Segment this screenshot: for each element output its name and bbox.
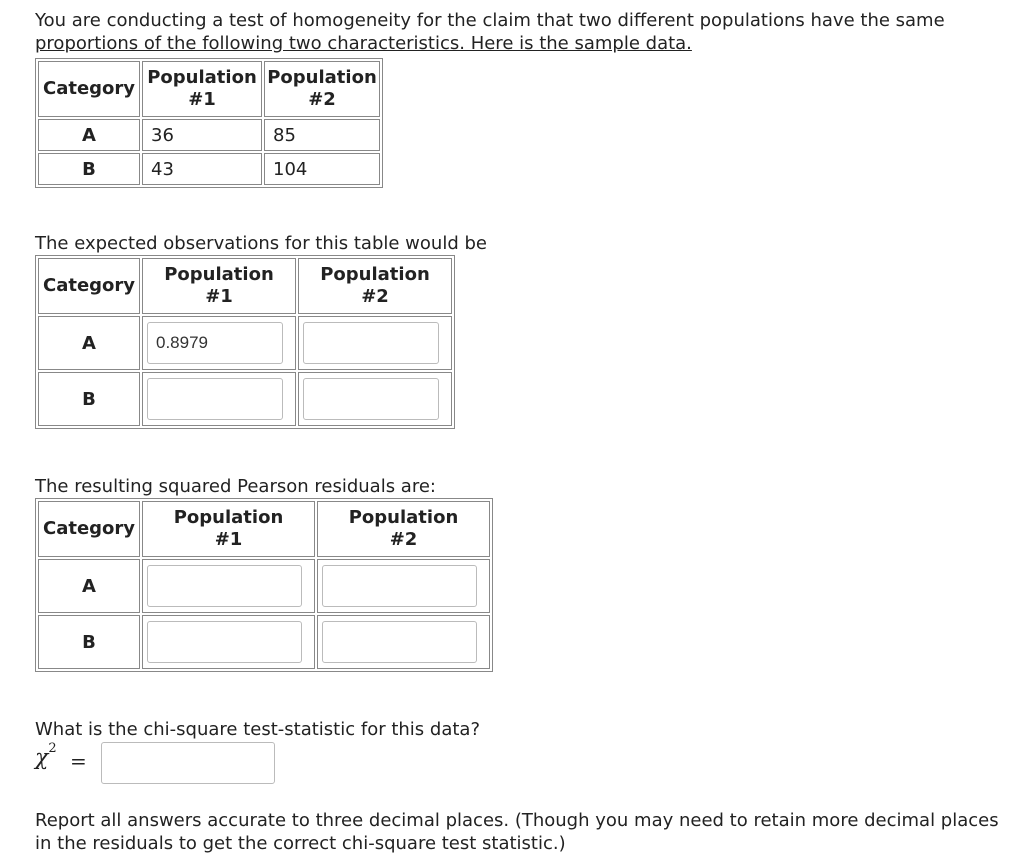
header-pop1-line2: #1 [214, 529, 243, 550]
header-population-2 [317, 501, 490, 557]
table-row [38, 119, 380, 151]
cell-pop2 [317, 559, 490, 613]
header-pop1-line2: #1 [188, 89, 216, 110]
row-category: A [38, 316, 140, 370]
cell-pop1 [142, 559, 315, 613]
sample-header-row [38, 61, 380, 117]
residual-a-pop2-input[interactable] [322, 565, 477, 607]
header-population-2 [298, 258, 452, 314]
row-category: B [38, 153, 140, 185]
header-pop1-line1: Population [173, 507, 284, 528]
chi-square-symbol [35, 741, 57, 771]
cell-pop2 [298, 316, 452, 370]
cell-pop1 [142, 372, 296, 426]
header-population-1 [142, 501, 315, 557]
table-row [38, 615, 490, 669]
header-pop2-line2: #2 [361, 286, 389, 307]
header-population-1 [142, 61, 262, 117]
cell-pop1: 36 [142, 119, 262, 151]
table-row [38, 559, 490, 613]
cell-pop2: 85 [264, 119, 380, 151]
table-row [38, 316, 452, 370]
header-population-1 [142, 258, 296, 314]
intro-text [35, 9, 945, 55]
expected-b-pop2-input[interactable] [303, 378, 439, 420]
intro-line-1: You are conducting a test of homogeneity for the claim that two different populations have the same [35, 10, 945, 31]
cell-pop2 [317, 615, 490, 669]
expected-table [35, 255, 455, 429]
header-category: Category [38, 258, 140, 314]
table-row [38, 153, 380, 185]
header-pop1-line1: Population [147, 67, 257, 88]
sample-data-table [35, 58, 383, 188]
residual-b-pop1-input[interactable] [147, 621, 302, 663]
row-category: A [38, 559, 140, 613]
footer-note [35, 809, 999, 855]
expected-a-pop1-input[interactable] [147, 322, 283, 364]
expected-b-pop1-input[interactable] [147, 378, 283, 420]
header-pop1-line2: #1 [205, 286, 233, 307]
residuals-prompt: The resulting squared Pearson residuals are: [35, 476, 436, 497]
cell-pop1 [142, 316, 296, 370]
row-category: A [38, 119, 140, 151]
cell-pop2 [298, 372, 452, 426]
header-population-2 [264, 61, 380, 117]
residuals-table [35, 498, 493, 672]
footer-line-2: in the residuals to get the correct chi-square test statistic.) [35, 833, 566, 854]
intro-line-2: proportions of the following two characteristics. Here is the sample data. [35, 33, 692, 54]
row-category: B [38, 615, 140, 669]
chi-letter: χ [35, 745, 49, 771]
footer-line-1: Report all answers accurate to three decimal places. (Though you may need to retain more decimal places [35, 810, 999, 831]
header-pop2-line2: #2 [308, 89, 336, 110]
chi-exponent: 2 [48, 741, 57, 756]
residual-b-pop2-input[interactable] [322, 621, 477, 663]
header-pop1-line1: Population [164, 264, 274, 285]
header-category: Category [38, 61, 140, 117]
cell-pop1: 43 [142, 153, 262, 185]
header-pop2-line2: #2 [389, 529, 418, 550]
header-pop2-line1: Population [267, 67, 377, 88]
chi-square-prompt: What is the chi-square test-statistic for this data? [35, 719, 480, 740]
header-pop2-line1: Population [348, 507, 459, 528]
header-pop2-line1: Population [320, 264, 430, 285]
expected-header-row [38, 258, 452, 314]
residuals-header-row [38, 501, 490, 557]
table-row [38, 372, 452, 426]
residual-a-pop1-input[interactable] [147, 565, 302, 607]
cell-pop1 [142, 615, 315, 669]
expected-a-pop2-input[interactable] [303, 322, 439, 364]
expected-prompt: The expected observations for this table would be [35, 233, 487, 254]
chi-square-input[interactable] [101, 742, 275, 784]
header-category: Category [38, 501, 140, 557]
equals-sign: = [70, 749, 87, 773]
row-category: B [38, 372, 140, 426]
cell-pop2: 104 [264, 153, 380, 185]
